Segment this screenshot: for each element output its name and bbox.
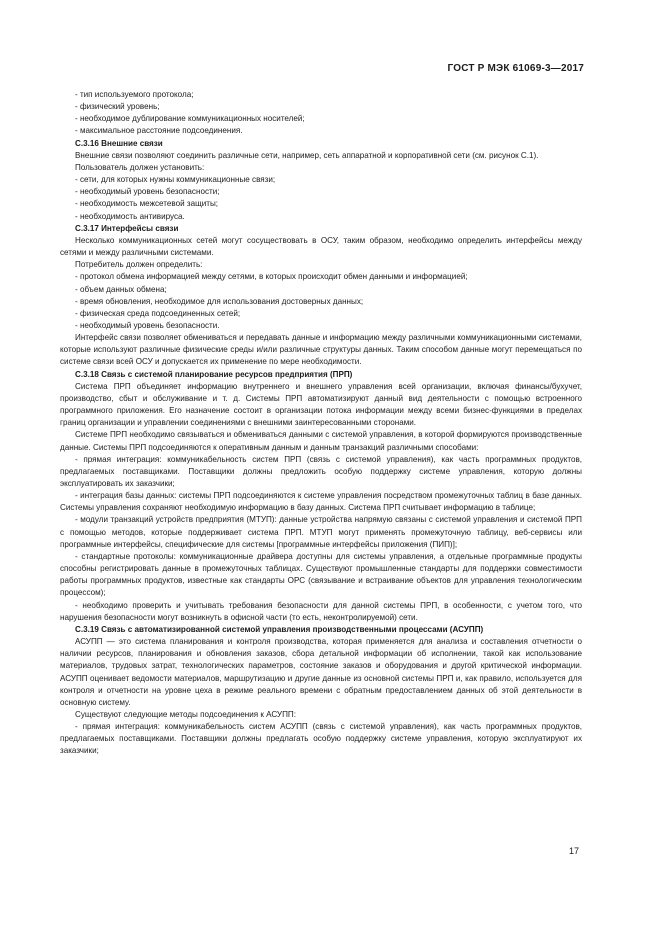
standard-header: ГОСТ Р МЭК 61069-3—2017	[447, 63, 584, 74]
paragraph: - необходимый уровень безопасности.	[75, 320, 220, 330]
paragraph: Потребитель должен определить:	[75, 260, 203, 270]
paragraph: - прямая интеграция: коммуникабельность систем ПРП (связь с системой управления), как часть программных продуктов, предлагаемых поставщиками. Поставщики должны предложить особую поддержку системе управления, которую должны эксплуатировать их заказчики;	[60, 454, 582, 488]
paragraph: АСУПП — это система планирования и контроля производства, которая применяется для анализа и составления отчетности о наличии ресурсов, планирования и обновления заказов, сбора детальной информации об исполнении, такой как использование материалов, трудовых затрат, технологических параметров, состояние заказов и оборудования и другой критической информации. АСУПП оценивает ведомости материалов, маршрутизацию и другие данные из основной системы ПРП и, как правило, используется для контроля и отчетности на уровне цеха в режиме реального времени с обратным предоставлением данных об этой деятельности в основную систему.	[60, 637, 582, 707]
paragraph: - стандартные протоколы: коммуникационные драйвера доступны для системы управления, а отдельные программные продукты способны регистрировать данные в промежуточных таблицах. Существуют промышленные стандарты для поддержки совместимости работы программных продуктов, известные как стандарты ОРС (связывание и встраивание объектов для управления технологическим процессом);	[60, 551, 582, 598]
paragraph: - время обновления, необходимое для использования достоверных данных;	[75, 296, 364, 306]
paragraph: - физический уровень;	[75, 102, 160, 112]
paragraph: - необходимый уровень безопасности;	[75, 187, 220, 197]
paragraph: - объем данных обмена;	[75, 284, 167, 294]
section-heading: С.3.16 Внешние связи	[75, 138, 163, 148]
paragraph: Интерфейс связи позволяет обмениваться и передавать данные и информацию между различными коммуникационными системами, которые используют различные физические среды и/или различные структуры данных. Таким способом данные могут перемещаться по системе связи всей ОСУ и допускается их применение по мере необходимости.	[60, 333, 582, 367]
page-number: 17	[568, 846, 579, 856]
section-heading: С.3.19 Связь с автоматизированной системой управления производственными процессами (АСУПП)	[75, 624, 484, 634]
paragraph: - необходимость межсетевой защиты;	[75, 199, 219, 209]
paragraph: Система ПРП объединяет информацию внутреннего и внешнего управления всей организации, включая финансы/бухучет, производство, сбыт и обслуживание и т. д. Системы ПРП автоматизируют данный вид деятельности с помощью встроенного программного приложения. Его назначение состоит в организации потока информации между всеми бизнес-функциями в пределах границ организации и управлении соединениями с внешними заинтересованными сторонами.	[60, 381, 582, 428]
paragraph: - необходимое дублирование коммуникационных носителей;	[75, 114, 305, 124]
paragraph: Внешние связи позволяют соединить различные сети, например, сеть аппаратной и корпоративной сети (см. рисунок С.1).	[75, 150, 539, 160]
paragraph: - интеграция базы данных: системы ПРП подсоединяются к системе управления посредством промежуточных таблиц в базе данных. Системы управления сохраняют необходимую информацию в базу данных. Система ПРП считывает информацию в таблице;	[60, 491, 582, 513]
paragraph: - необходимость антивируса.	[75, 211, 185, 221]
paragraph: - тип используемого протокола;	[75, 90, 194, 99]
paragraph: - необходимо проверить и учитывать требования безопасности для данной системы ПРП, в особенности, с учетом того, что нарушения безопасности могут возникнуть в офисной части (то есть, неконтролируемой) сети.	[60, 600, 582, 622]
paragraph: - максимальное расстояние подсоединения.	[75, 126, 243, 136]
section-heading: С.3.17 Интерфейсы связи	[75, 223, 179, 233]
paragraph: Существуют следующие методы подсоединения к АСУПП:	[75, 709, 296, 719]
paragraph: Несколько коммуникационных сетей могут сосуществовать в ОСУ, таким образом, необходимо определить интерфейсы между сетями и между различными системами.	[60, 235, 582, 258]
section-heading: С.3.18 Связь с системой планирование ресурсов предприятия (ПРП)	[75, 369, 353, 379]
paragraph: - физическая среда подсоединенных сетей;	[75, 308, 241, 318]
paragraph: - модули транзакций устройств предприятия (МТУП): данные устройства напрямую связаны с системой управления и системой ПРП с помощью методов, которые поддерживает система ПРП. МТУП могут применять промежуточную таблицу, веб-сервисы или программные интерфейсы, специфические для системы [программные интерфейсы приложения (ПИП)];	[60, 515, 582, 549]
paragraph: - прямая интеграция: коммуникабельность систем АСУПП (связь с системой управления), как часть программных продуктов, предлагаемых поставщиками. Поставщики должны предлагать особую поддержку системе управления, которую эксплуатируют их заказчики;	[60, 722, 582, 756]
paragraph: Пользователь должен установить:	[75, 162, 205, 172]
paragraph: - протокол обмена информацией между сетями, в которых происходит обмен данными и информацией;	[75, 272, 468, 282]
paragraph: - сети, для которых нужны коммуникационные связи;	[75, 175, 276, 185]
document-body	[60, 89, 582, 758]
paragraph: Системе ПРП необходимо связываться и обмениваться данными с системой управления, в которой формируются производственные данные. Системы ПРП подсоединяются к оперативным данным и данным транзакций различными способами:	[60, 430, 582, 452]
